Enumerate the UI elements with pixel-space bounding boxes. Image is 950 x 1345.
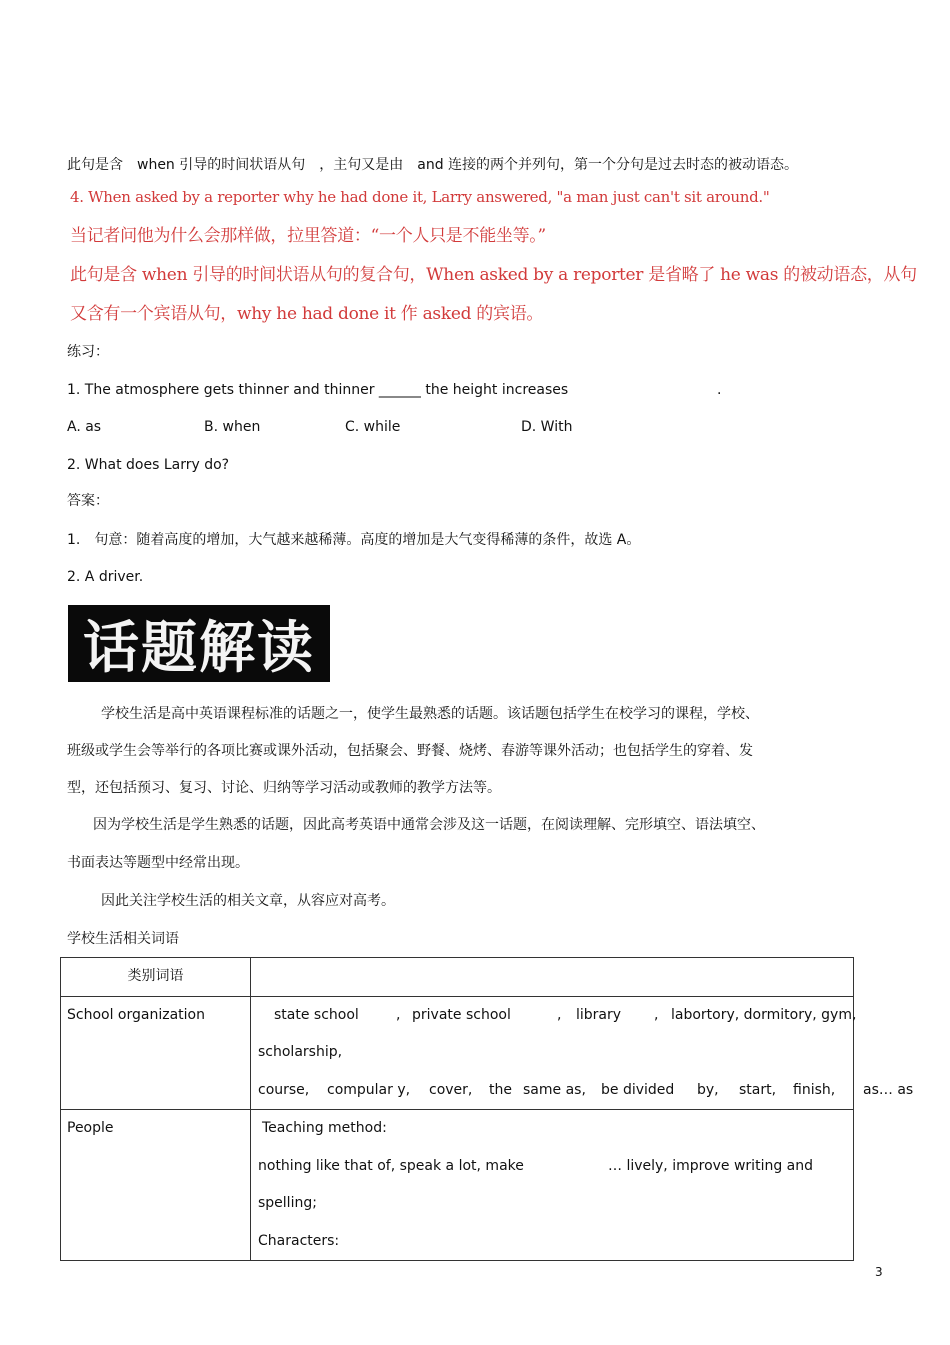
practice-question-1: 1. The atmosphere gets thinner and thinner ______ the height increases — [67, 382, 569, 398]
table-header-words — [251, 958, 854, 997]
topic-paragraph-1-line-3: 型，还包括预习、复习、讨论、归纳等学习活动或教师的教学方法等。 — [67, 780, 501, 796]
table-header-row — [61, 958, 854, 997]
topic-paragraph-1-line-2: 班级或学生会等举行的各项比赛或课外活动，包括聚会、野餐、烧烤、春游等课外活动；也包括学生的穿着、发 — [67, 743, 753, 759]
option-b: B. when — [204, 419, 261, 435]
row-category-school-organization: School organization — [61, 996, 251, 1110]
row-words-school-organization: state school , private school , library , labortory, dormitory, gym, scholarship, course, compular y, cover, the same as, be divided by, start, finish, as… as — [251, 996, 854, 1110]
option-a: A. as — [67, 419, 102, 435]
answer-2: 2. A driver. — [67, 569, 144, 585]
vocab-table — [60, 957, 914, 1261]
topic-paragraph-2-line-2: 书面表达等题型中经常出现。 — [67, 855, 249, 871]
practice-question-1-end: . — [717, 382, 722, 398]
table-row — [61, 1110, 854, 1261]
topic-banner-title: 话题解读 — [83, 614, 315, 681]
topic-paragraph-2-line-1: 因为学校生活是学生熟悉的话题，因此高考英语中通常会涉及这一话题，在阅读理解、完形填空、语法填空、 — [93, 817, 765, 833]
table-row — [61, 996, 854, 1110]
practice-question-2: 2. What does Larry do? — [67, 457, 230, 473]
example-analysis-line-2: 又含有一个宾语从句，why he had done it 作 asked 的宾语。 — [70, 304, 544, 324]
option-c: C. while — [345, 419, 401, 435]
practice-heading: 练习： — [67, 344, 109, 360]
example-sentence: 4. When asked by a reporter why he had done it, Larry answered, "a man just can't sit around." — [70, 188, 770, 206]
intro-analysis-line: 此句是含 when 引导的时间状语从句 ，主句又是由 and 连接的两个并列句，第一个分句是过去时态的被动语态。 — [67, 157, 799, 173]
topic-paragraph-3: 因此关注学校生活的相关文章，从容应对高考。 — [101, 893, 395, 909]
option-d: D. With — [521, 419, 573, 435]
example-analysis-line-1: 此句是含 when 引导的时间状语从句的复合句，When asked by a reporter 是省略了 he was 的被动语态，从句 — [70, 265, 917, 285]
answer-1: 1. 句意：随着高度的增加，大气越来越稀薄。高度的增加是大气变得稀薄的条件，故选 A。 — [67, 532, 641, 548]
answers-heading: 答案： — [67, 493, 109, 509]
vocab-table-title: 学校生活相关词语 — [67, 931, 179, 947]
row-category-people: People — [61, 1110, 251, 1261]
topic-paragraph-1-line-1: 学校生活是高中英语课程标准的话题之一，使学生最熟悉的话题。该话题包括学生在校学习的课程，学校、 — [101, 706, 759, 722]
example-translation: 当记者问他为什么会那样做，拉里答道：“一个人只是不能坐等。” — [70, 226, 546, 246]
table-header-category: 类别词语 — [61, 958, 251, 997]
row-words-people: Teaching method: nothing like that of, speak a lot, make … lively, improve writing and spelling; Characters: — [251, 1110, 854, 1261]
page-number: 3 — [875, 1265, 883, 1279]
topic-banner — [68, 605, 330, 682]
